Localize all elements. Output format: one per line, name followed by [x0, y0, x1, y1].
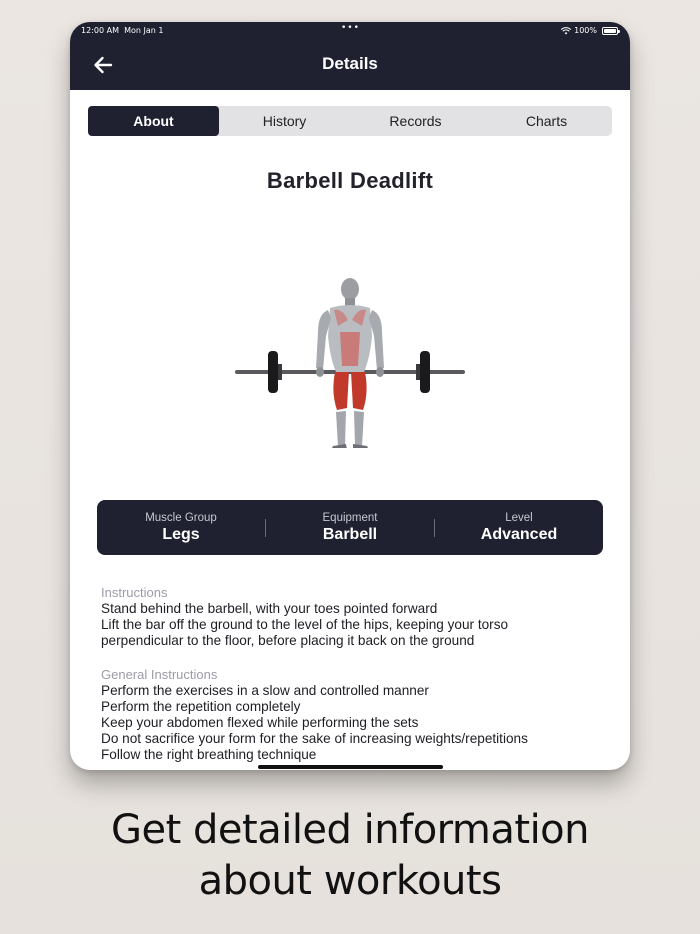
exercise-info-bar: [97, 500, 603, 555]
equipment-value: Barbell: [322, 526, 378, 543]
tab-history[interactable]: History: [262, 113, 307, 129]
section-spacer: [101, 649, 611, 667]
general-instruction-line: Keep your abdomen flexed while performing the sets: [101, 715, 419, 730]
instruction-line: perpendicular to the floor, before placing it back on the ground: [101, 633, 475, 648]
status-right: [561, 26, 618, 35]
caption-line-1: Get detailed information: [111, 807, 589, 853]
tab-charts[interactable]: Charts: [525, 113, 568, 129]
tab-records[interactable]: Records: [389, 113, 442, 129]
level-info: [435, 511, 603, 544]
equipment-label: Equipment: [322, 512, 378, 524]
status-time-text: 12:00 AM: [81, 26, 119, 35]
tab-about[interactable]: About: [88, 106, 219, 136]
status-time: [81, 26, 163, 35]
instruction-line: Lift the bar off the ground to the level of the hips, keeping your torso: [101, 617, 509, 632]
battery-icon: [602, 27, 618, 35]
status-date-text: Mon Jan 1: [124, 26, 164, 35]
exercise-title: Barbell Deadlift: [266, 168, 434, 193]
muscle-group-label: Muscle Group: [145, 512, 217, 524]
equipment-info: [266, 511, 434, 544]
nav-header: [70, 22, 630, 90]
tab-bar: [88, 106, 612, 136]
muscle-group-info: [97, 511, 265, 544]
level-value: Advanced: [480, 526, 558, 543]
general-instruction-line: Perform the repetition completely: [101, 699, 301, 714]
battery-percent: 100%: [574, 26, 597, 35]
instruction-line: Stand behind the barbell, with your toes pointed forward: [101, 601, 438, 616]
marketing-caption: [0, 805, 700, 907]
instructions-content[interactable]: [101, 585, 611, 763]
page-title: Details: [322, 54, 378, 73]
exercise-illustration: [230, 248, 470, 448]
general-instruction-line: Do not sacrifice your form for the sake of increasing weights/repetitions: [101, 731, 528, 746]
muscle-group-value: Legs: [162, 526, 200, 543]
status-bar: [70, 22, 630, 40]
multitask-dots-icon[interactable]: •••: [341, 23, 360, 33]
home-indicator[interactable]: [258, 765, 443, 769]
instructions-heading: Instructions: [101, 585, 168, 600]
general-instruction-line: Follow the right breathing technique: [101, 747, 317, 762]
tablet-screen: [70, 22, 630, 770]
general-instructions-heading: General Instructions: [101, 667, 218, 682]
general-instruction-line: Perform the exercises in a slow and controlled manner: [101, 683, 429, 698]
level-label: Level: [505, 512, 533, 524]
caption-line-2: about workouts: [198, 858, 502, 904]
wifi-icon: [561, 27, 571, 35]
